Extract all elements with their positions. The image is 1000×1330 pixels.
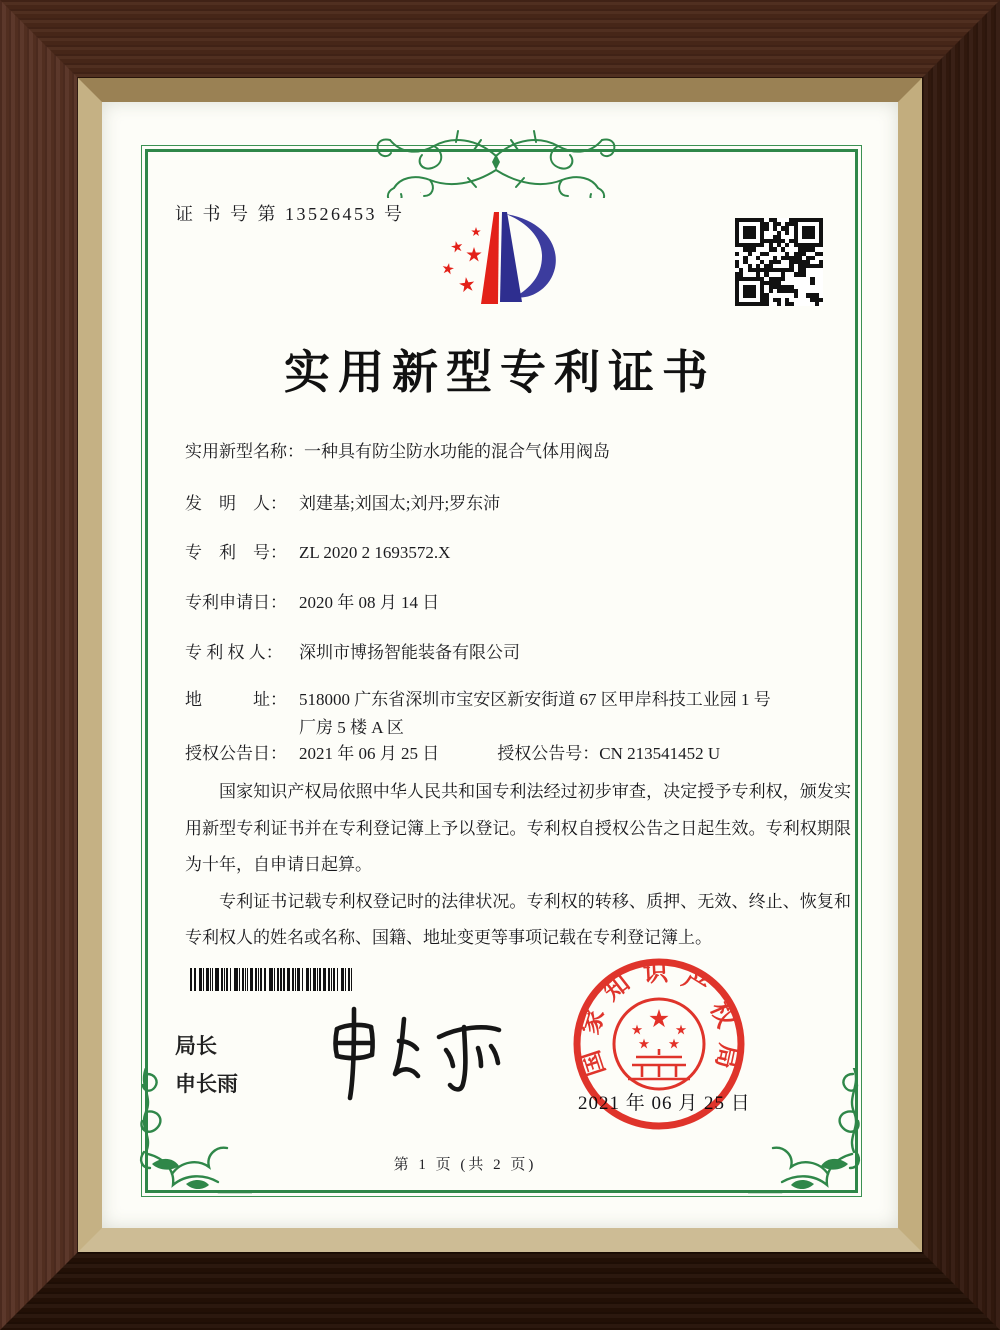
cnipa-official-seal [570, 955, 748, 1133]
national-emblem [632, 1009, 686, 1048]
field-address [185, 686, 785, 742]
field-value: 深圳市博扬智能装备有限公司 [299, 643, 520, 662]
cnipa-patent-logo-icon [420, 192, 580, 332]
certificate-title: 实用新型专利证书 [284, 347, 716, 398]
field-label: 专 利 权 人： [185, 643, 283, 662]
director-title: 局长 [175, 1035, 217, 1058]
field-value: 一种具有防尘防水功能的混合气体用阀岛 [304, 442, 610, 461]
legal-paragraph-1: 国家知识产权局依照中华人民共和国专利法经过初步审查，决定授予专利权，颁发实用新型专利证书并在专利登记簿上予以登记。专利权自授权公告之日起生效。专利权期限为十年，自申请日起算。 [185, 782, 851, 874]
field-label: 专利申请日： [185, 593, 287, 612]
seal-date: 2021 年 06 月 25 日 [578, 1093, 751, 1114]
field-filing-date [185, 589, 439, 617]
field-label: 专 利 号： [185, 543, 287, 562]
field-value: 刘建基;刘国太;刘丹;罗东沛 [299, 494, 501, 513]
field-utility-model-name [185, 438, 610, 466]
certificate-number: 证 书 号 第 13526453 号 [175, 204, 405, 224]
legal-paragraph-2: 专利证书记载专利权登记时的法律状况。专利权的转移、质押、无效、终止、恢复和专利权人的姓名或名称、国籍、地址变更等事项记载在专利登记簿上。 [185, 891, 851, 947]
certificate-paper [102, 102, 898, 1228]
director-name: 申长雨 [175, 1073, 238, 1096]
page-number: 第 1 页 (共 2 页) [393, 1157, 537, 1173]
field-value: 2020 年 08 月 14 日 [299, 593, 440, 612]
field-inventors [185, 490, 500, 518]
legal-text [185, 774, 851, 957]
field-grant [185, 740, 720, 768]
floral-ornament-bottom-right [748, 1068, 870, 1196]
field-value: 518000 广东省深圳市宝安区新安街道 67 区甲岸科技工业园 1 号厂房 5 楼 A 区 [299, 690, 771, 737]
grant-number: CN 213541452 U [599, 744, 721, 763]
field-label: 授权公告号： [497, 744, 600, 763]
field-patentee [185, 639, 520, 667]
seal-text: 国家知识产权局 [576, 959, 742, 1079]
director-block [175, 1028, 238, 1104]
field-value: ZL 2020 2 1693572.X [299, 543, 451, 562]
field-label: 授权公告日： [185, 744, 287, 763]
director-signature [307, 995, 517, 1110]
dragon-ornament-top [356, 126, 636, 198]
field-patent-number [185, 539, 450, 567]
grant-date: 2021 年 06 月 25 日 [299, 744, 440, 763]
field-label: 发 明 人： [185, 494, 287, 513]
field-label: 实用新型名称： [185, 442, 304, 461]
field-grant-number [497, 740, 720, 768]
barcode [190, 968, 392, 991]
qr-code [735, 218, 823, 306]
field-label: 地 址： [185, 690, 287, 709]
